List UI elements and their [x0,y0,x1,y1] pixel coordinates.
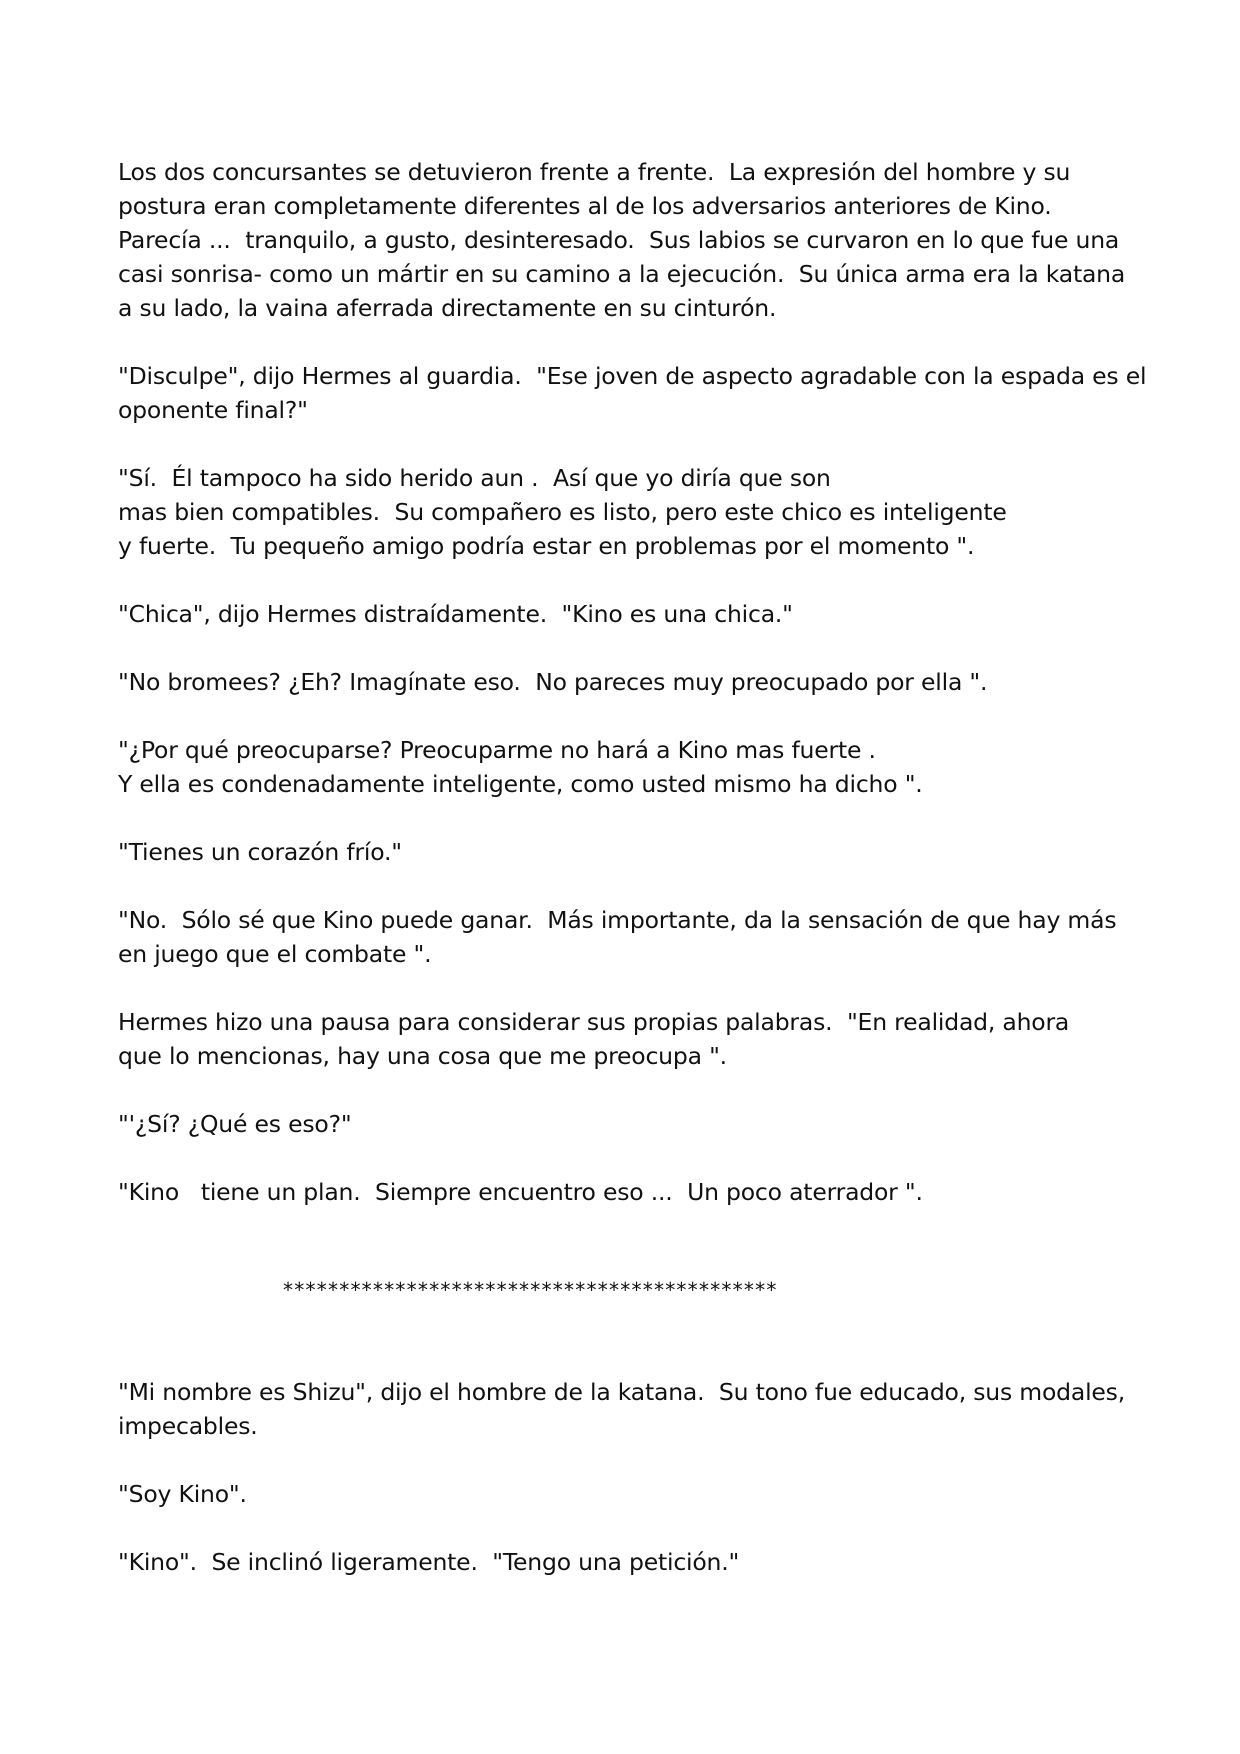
text-line: en juego que el combate ". [118,940,432,968]
text-line: "¿Por qué preocuparse? Preocuparme no hará a Kino mas fuerte . [118,736,876,764]
paragraph-7 [118,835,1158,869]
text-line: a su lado, la vaina aferrada directamente en su cinturón. [118,294,777,322]
paragraph-6 [118,733,1158,801]
text-line: oponente final?" [118,396,308,424]
paragraph-9 [118,1005,1158,1073]
paragraph-13 [118,1477,1158,1511]
text-line: Y ella es condenadamente inteligente, como usted mismo ha dicho ". [118,770,923,798]
text-line: "Disculpe", dijo Hermes al guardia. "Ese joven de aspecto agradable con la espada es el [118,362,1147,390]
paragraph-10 [118,1107,1158,1141]
text-line: "No. Sólo sé que Kino puede ganar. Más importante, da la sensación de que hay más [118,906,1117,934]
text-line: que lo mencionas, hay una cosa que me preocupa ". [118,1042,727,1070]
text-line: Parecía ... tranquilo, a gusto, desinteresado. Sus labios se curvaron en lo que fue una [118,226,1120,254]
text-line: "Kino". Se inclinó ligeramente. "Tengo una petición." [118,1548,740,1576]
text-body-before-separator [118,155,1158,1243]
text-line: "No bromees? ¿Eh? Imagínate eso. No pareces muy preocupado por ella ". [118,668,988,696]
text-line: "Soy Kino". [118,1480,247,1508]
paragraph-14 [118,1545,1158,1579]
paragraph-5 [118,665,1158,699]
text-line: impecables. [118,1412,258,1440]
text-line: "Mi nombre es Shizu", dijo el hombre de la katana. Su tono fue educado, sus modales, [118,1378,1125,1406]
text-line: "Tienes un corazón frío." [118,838,402,866]
paragraph-1 [118,155,1158,325]
text-line: Hermes hizo una pausa para considerar sus propias palabras. "En realidad, ahora [118,1008,1070,1036]
text-line: "Kino tiene un plan. Siempre encuentro eso ... Un poco aterrador ". [118,1178,923,1206]
text-line: Los dos concursantes se detuvieron frente a frente. La expresión del hombre y su [118,158,1071,186]
text-line: postura eran completamente diferentes al de los adversarios anteriores de Kino. [118,192,1052,220]
scene-separator: ******************************************** [282,1278,777,1302]
text-line: casi sonrisa- como un mártir en su camino a la ejecución. Su única arma era la katana [118,260,1126,288]
paragraph-11 [118,1175,1158,1209]
text-line: "Chica", dijo Hermes distraídamente. "Kino es una chica." [118,600,793,628]
text-line: "Sí. Él tampoco ha sido herido aun . Así que yo diría que son [118,464,831,492]
text-line: "'¿Sí? ¿Qué es eso?" [118,1110,352,1138]
paragraph-8 [118,903,1158,971]
paragraph-4 [118,597,1158,631]
text-line: y fuerte. Tu pequeño amigo podría estar en problemas por el momento ". [118,532,975,560]
text-body-after-separator [118,1375,1158,1613]
paragraph-3 [118,461,1158,563]
text-line: mas bien compatibles. Su compañero es listo, pero este chico es inteligente [118,498,1007,526]
paragraph-12 [118,1375,1158,1443]
paragraph-2 [118,359,1158,427]
